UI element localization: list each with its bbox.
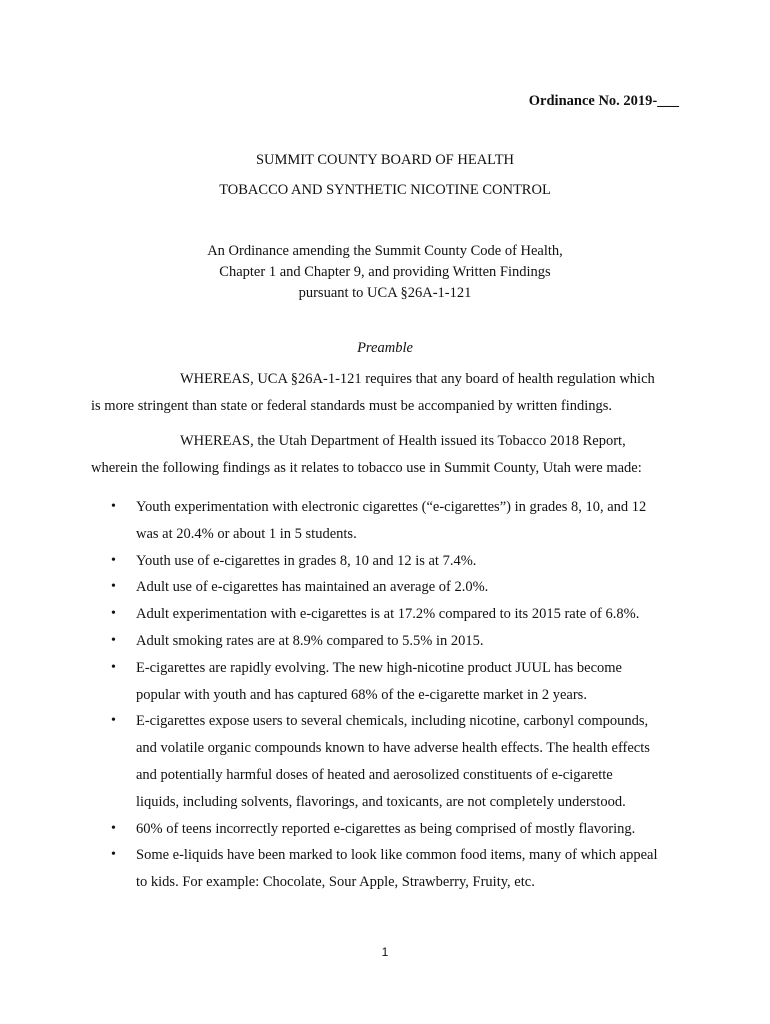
- ordinance-description: [0, 241, 770, 304]
- bullet-dot: •: [111, 606, 116, 622]
- bullet-dot: •: [111, 632, 116, 648]
- finding-item: [0, 842, 770, 896]
- finding-line: Adult smoking rates are at 8.9% compared to 5.5% in 2015.: [136, 632, 484, 649]
- bullet-dot: •: [111, 659, 116, 675]
- finding-line: 60% of teens incorrectly reported e-cigarettes as being comprised of mostly flavoring.: [136, 820, 636, 837]
- ordinance-number: Ordinance No. 2019-___: [528, 93, 679, 109]
- description-line: An Ordinance amending the Summit County Code of Health,: [207, 243, 563, 259]
- finding-line: liquids, including solvents, flavorings, and toxicants, are not completely understood.: [136, 793, 626, 810]
- finding-item: [0, 816, 770, 843]
- page-number: 1: [381, 945, 389, 959]
- bullet-dot: •: [111, 499, 116, 514]
- finding-line: E-cigarettes are rapidly evolving. The new high-nicotine product JUUL has become: [136, 659, 622, 676]
- whereas-paragraph-1: [91, 366, 691, 420]
- finding-line: E-cigarettes expose users to several chemicals, including nicotine, carbonyl compounds,: [136, 713, 649, 730]
- finding-item: [0, 655, 770, 709]
- finding-line: and volatile organic compounds known to have adverse health effects. The health effects: [136, 740, 650, 757]
- document-title-line-1: SUMMIT COUNTY BOARD OF HEALTH: [255, 152, 515, 168]
- finding-item: [0, 628, 770, 655]
- bullet-dot: •: [111, 820, 116, 836]
- bullet-dot: •: [111, 847, 116, 863]
- finding-line: Some e-liquids have been marked to look like common food items, many of which appeal: [136, 847, 658, 864]
- finding-item: [0, 601, 770, 628]
- description-line: Chapter 1 and Chapter 9, and providing Written Findings: [219, 264, 551, 280]
- finding-line: Youth experimentation with electronic cigarettes (“e-cigarettes”) in grades 8, 10, and 12: [136, 499, 647, 515]
- description-line: pursuant to UCA §26A-1-121: [298, 285, 472, 301]
- findings-list: [0, 494, 770, 896]
- bullet-dot: •: [111, 552, 116, 568]
- finding-line: to kids. For example: Chocolate, Sour Apple, Strawberry, Fruity, etc.: [136, 874, 535, 891]
- finding-item: [0, 494, 770, 548]
- paragraph-line: is more stringent than state or federal standards must be accompanied by written findings.: [91, 398, 613, 414]
- finding-line: Adult experimentation with e-cigarettes is at 17.2% compared to its 2015 rate of 6.8%.: [136, 606, 640, 623]
- bullet-dot: •: [111, 713, 116, 729]
- finding-item: [0, 548, 770, 575]
- paragraph-line: WHEREAS, UCA §26A-1-121 requires that any board of health regulation which: [180, 371, 655, 387]
- finding-line: was at 20.4% or about 1 in 5 students.: [136, 525, 357, 542]
- document-title-line-2: TOBACCO AND SYNTHETIC NICOTINE CONTROL: [219, 182, 551, 198]
- finding-item: [0, 708, 770, 815]
- finding-line: Adult use of e-cigarettes has maintained an average of 2.0%.: [136, 579, 489, 596]
- bullet-dot: •: [111, 579, 116, 595]
- finding-line: popular with youth and has captured 68% of the e-cigarette market in 2 years.: [136, 686, 587, 703]
- finding-item: [0, 574, 770, 601]
- paragraph-line: wherein the following findings as it relates to tobacco use in Summit County, Utah were made:: [91, 460, 642, 476]
- finding-line: and potentially harmful doses of heated and aerosolized constituents of e-cigarette: [136, 766, 613, 783]
- paragraph-line: WHEREAS, the Utah Department of Health issued its Tobacco 2018 Report,: [180, 433, 626, 449]
- whereas-paragraph-2: [91, 428, 691, 482]
- finding-line: Youth use of e-cigarettes in grades 8, 10 and 12 is at 7.4%.: [136, 552, 477, 569]
- preamble-heading: Preamble: [357, 340, 413, 356]
